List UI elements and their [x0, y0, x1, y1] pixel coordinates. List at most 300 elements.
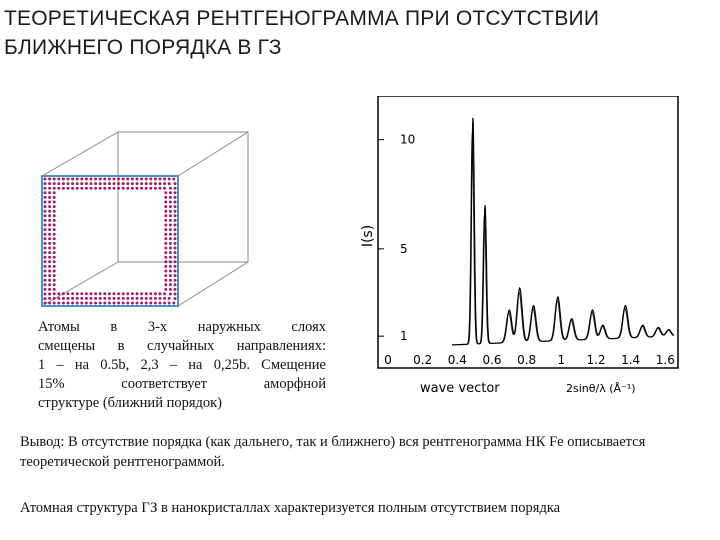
atom-dot	[94, 292, 97, 295]
atom-dot	[67, 292, 70, 295]
atom-dot	[48, 274, 51, 277]
atom-dot	[71, 302, 74, 305]
atom-dot	[53, 228, 56, 231]
atom-dot	[163, 187, 166, 190]
atom-dot	[94, 297, 97, 300]
atom-dot	[164, 270, 167, 273]
atom-dot	[174, 196, 177, 199]
atom-dot	[44, 283, 47, 286]
atom-dot	[169, 260, 172, 263]
atom-dot	[169, 274, 172, 277]
atom-dot	[48, 196, 51, 199]
atom-dot	[169, 265, 172, 268]
atom-dot	[53, 260, 56, 263]
atom-dot	[145, 182, 148, 185]
atom-dot	[169, 242, 172, 245]
title-line-1: ТЕОРЕТИЧЕСКАЯ РЕНТГЕНОГРАММА ПРИ ОТСУТСТВИИ	[4, 7, 600, 30]
atom-dot	[174, 228, 177, 231]
atom-dot	[48, 288, 51, 291]
atom-dot	[48, 251, 51, 254]
atom-dot	[71, 297, 74, 300]
atom-dot	[71, 292, 74, 295]
atom-dot	[44, 201, 47, 204]
atom-dot	[169, 205, 172, 208]
atom-dot	[145, 187, 148, 190]
x-tick-label: 1.6	[655, 353, 675, 367]
atom-dot	[99, 178, 102, 181]
atom-dot	[94, 182, 97, 185]
atom-dot	[126, 292, 129, 295]
atom-dot	[53, 210, 56, 213]
cube-edge-top-left	[42, 132, 118, 176]
atom-dot	[117, 178, 120, 181]
atom-dot	[44, 270, 47, 273]
atom-dot	[57, 292, 60, 295]
atom-dot	[62, 178, 65, 181]
atom-dot	[154, 182, 157, 185]
y-axis-label: I(s)	[360, 224, 376, 248]
atom-dot	[57, 302, 60, 305]
atom-dot	[80, 182, 83, 185]
atom-dot	[53, 297, 56, 300]
atom-dot	[62, 292, 65, 295]
atom-dot	[76, 182, 79, 185]
atom-dot	[174, 214, 177, 217]
atom-dot	[169, 288, 172, 291]
atom-dot	[53, 224, 56, 227]
atom-dot	[53, 279, 56, 282]
atom-dot	[48, 302, 51, 305]
atom-dot	[53, 251, 56, 254]
boundary-atom-dots	[44, 178, 177, 305]
atom-dot	[44, 251, 47, 254]
atom-dot	[44, 256, 47, 259]
caption-line-2: смещены в случайных направлениях:	[38, 338, 326, 354]
atom-dot	[48, 279, 51, 282]
x-tick-label: 0.6	[482, 353, 502, 367]
atom-dot	[108, 297, 111, 300]
atom-dot	[48, 256, 51, 259]
atom-dot	[159, 187, 162, 190]
atom-dot	[122, 178, 125, 181]
x-tick-label: 0	[384, 353, 392, 367]
atom-dot	[174, 265, 177, 268]
atom-dot	[122, 187, 125, 190]
atom-dot	[44, 293, 47, 296]
atom-dot	[80, 178, 83, 181]
atom-dot	[53, 256, 56, 259]
atom-dot	[169, 191, 172, 194]
atom-dot	[48, 265, 51, 268]
atom-dot	[174, 182, 177, 185]
atom-dot	[67, 297, 70, 300]
atom-dot	[159, 182, 162, 185]
atom-dot	[140, 302, 143, 305]
atom-dot	[126, 187, 129, 190]
atom-dot	[44, 187, 47, 190]
atom-dot	[164, 214, 167, 217]
atom-dot	[163, 182, 166, 185]
atom-dot	[174, 274, 177, 277]
atom-dot	[48, 210, 51, 213]
atom-dot	[53, 274, 56, 277]
atom-dot	[168, 302, 171, 305]
atom-dot	[136, 292, 139, 295]
atom-dot	[90, 178, 93, 181]
atom-dot	[164, 279, 167, 282]
atom-dot	[174, 279, 177, 282]
atom-dot	[57, 178, 60, 181]
slide-title	[4, 4, 704, 62]
atom-dot	[108, 182, 111, 185]
atom-dot	[169, 283, 172, 286]
atom-dot	[90, 292, 93, 295]
x-axis-unit: 2sinθ/λ (Å⁻¹)	[566, 382, 636, 395]
atom-dot	[85, 182, 88, 185]
atom-dot	[53, 288, 56, 291]
atom-dot	[53, 302, 56, 305]
atom-dot	[169, 256, 172, 259]
atom-dot	[154, 292, 157, 295]
atom-dot	[136, 187, 139, 190]
atom-dot	[122, 302, 125, 305]
atom-dot	[145, 297, 148, 300]
atom-dot	[159, 292, 162, 295]
atom-dot	[174, 256, 177, 259]
atom-dot	[48, 201, 51, 204]
atom-dot	[44, 297, 47, 300]
atom-dot	[108, 187, 111, 190]
atom-dot	[169, 214, 172, 217]
atom-dot	[44, 233, 47, 236]
atom-dot	[44, 265, 47, 268]
atom-dot	[76, 297, 79, 300]
atom-dot	[44, 279, 47, 282]
atom-dot	[117, 292, 120, 295]
atom-dot	[53, 237, 56, 240]
atom-dot	[174, 205, 177, 208]
atom-dot	[145, 302, 148, 305]
atom-dot	[94, 187, 97, 190]
atom-dot	[117, 302, 120, 305]
atom-dot	[122, 292, 125, 295]
atom-dot	[169, 210, 172, 213]
atom-dot	[117, 182, 120, 185]
atom-dot	[44, 228, 47, 231]
atom-dot	[44, 214, 47, 217]
atom-dot	[53, 219, 56, 222]
atom-dot	[149, 297, 152, 300]
atom-dot	[48, 191, 51, 194]
atom-dot	[169, 187, 172, 190]
atom-dot	[44, 274, 47, 277]
atom-dot	[44, 224, 47, 227]
atom-dot	[149, 182, 152, 185]
atom-dot	[164, 283, 167, 286]
atom-dot	[164, 265, 167, 268]
atom-dot	[48, 233, 51, 236]
atom-dot	[174, 187, 177, 190]
x-tick-label: 1.4	[621, 353, 641, 367]
atom-dot	[159, 297, 162, 300]
atom-dot	[103, 187, 106, 190]
atom-dot	[140, 187, 143, 190]
atom-dot	[103, 178, 106, 181]
atom-dot	[80, 292, 83, 295]
atom-dot	[169, 219, 172, 222]
atom-dot	[164, 210, 167, 213]
atom-dot	[131, 182, 134, 185]
atom-dot	[48, 214, 51, 217]
atom-dot	[174, 210, 177, 213]
atom-dot	[90, 297, 93, 300]
atom-dot	[85, 187, 88, 190]
atom-dot	[164, 205, 167, 208]
atom-dot	[113, 297, 116, 300]
conclusion-text: Вывод: В отсутствие порядка (как дальнего, так и ближнего) вся рентгенограмма НК Fe описывается теоретической рентгенограммой.	[20, 434, 646, 470]
atom-dot	[174, 219, 177, 222]
atom-dot	[169, 224, 172, 227]
atom-dot	[174, 224, 177, 227]
atom-dot	[48, 270, 51, 273]
atom-dot	[80, 302, 83, 305]
atom-dot	[48, 297, 51, 300]
atom-dot	[90, 182, 93, 185]
atom-dot	[62, 182, 65, 185]
atom-dot	[154, 187, 157, 190]
atom-dot	[67, 187, 70, 190]
atom-dot	[76, 302, 79, 305]
atom-dot	[174, 270, 177, 273]
atom-dot	[67, 302, 70, 305]
atom-dot	[57, 297, 60, 300]
cube-back-face	[118, 132, 248, 262]
atom-dot	[117, 187, 120, 190]
atom-dot	[44, 182, 47, 185]
atom-dot	[164, 219, 167, 222]
atom-dot	[174, 201, 177, 204]
atom-dot	[174, 297, 177, 300]
atom-dot	[48, 182, 51, 185]
atom-dot	[136, 297, 139, 300]
atom-dot	[145, 292, 148, 295]
atom-dot	[53, 265, 56, 268]
atom-dot	[164, 228, 167, 231]
atom-dot	[44, 242, 47, 245]
atom-dot	[48, 293, 51, 296]
atom-dot	[90, 187, 93, 190]
atom-dot	[169, 270, 172, 273]
atom-dot	[126, 297, 129, 300]
atom-dot	[164, 237, 167, 240]
atom-dot	[140, 178, 143, 181]
atom-dot	[159, 178, 162, 181]
atom-dot	[169, 233, 172, 236]
atom-dot	[62, 297, 65, 300]
atom-dot	[53, 233, 56, 236]
atom-dot	[48, 247, 51, 250]
atom-dot	[168, 178, 171, 181]
atom-dot	[48, 237, 51, 240]
atom-dot	[163, 178, 166, 181]
atom-dot	[76, 292, 79, 295]
atom-dot	[44, 191, 47, 194]
atom-dot	[169, 196, 172, 199]
atom-dot	[48, 283, 51, 286]
atom-dot	[67, 182, 70, 185]
atom-dot	[174, 288, 177, 291]
atom-dot	[53, 292, 56, 295]
atom-dot	[67, 178, 70, 181]
atom-dot	[168, 297, 171, 300]
atom-dot	[172, 178, 175, 181]
atom-dot	[71, 178, 74, 181]
atom-dot	[53, 205, 56, 208]
atom-dot	[108, 178, 111, 181]
x-tick-label: 0.2	[413, 353, 433, 367]
atom-dot	[53, 187, 56, 190]
atom-dot	[164, 251, 167, 254]
atom-dot	[108, 302, 111, 305]
atom-dot	[169, 247, 172, 250]
atom-dot	[94, 302, 97, 305]
atom-dot	[53, 196, 56, 199]
atom-dot	[174, 237, 177, 240]
atom-dot	[140, 182, 143, 185]
atom-dot	[126, 178, 129, 181]
atom-dot	[48, 228, 51, 231]
atom-dot	[122, 182, 125, 185]
y-tick-label: 5	[400, 241, 408, 256]
atom-dot	[163, 297, 166, 300]
atom-dot	[126, 302, 129, 305]
figure-caption	[38, 318, 326, 413]
atom-dot	[169, 251, 172, 254]
atom-dot	[154, 178, 157, 181]
atom-dot	[154, 302, 157, 305]
atom-dot	[94, 178, 97, 181]
atom-dot	[103, 292, 106, 295]
atom-dot	[44, 237, 47, 240]
atom-dot	[131, 302, 134, 305]
atom-dot	[131, 178, 134, 181]
atom-dot	[85, 302, 88, 305]
atom-dot	[53, 242, 56, 245]
atom-dot	[113, 187, 116, 190]
atom-dot	[57, 187, 60, 190]
caption-line-4: 15% соответствует аморфной	[38, 376, 326, 392]
x-ticks	[384, 353, 675, 367]
atom-dot	[164, 242, 167, 245]
atom-dot	[131, 187, 134, 190]
x-tick-label: 1.2	[586, 353, 606, 367]
y-tick-label: 10	[400, 132, 416, 147]
atom-dot	[164, 260, 167, 263]
atom-dot	[53, 247, 56, 250]
atom-dot	[80, 187, 83, 190]
atom-dot	[44, 247, 47, 250]
atom-dot	[113, 292, 116, 295]
atom-dot	[174, 251, 177, 254]
atom-dot	[48, 260, 51, 263]
atom-dot	[149, 292, 152, 295]
atom-dot	[57, 182, 60, 185]
atom-dot	[136, 182, 139, 185]
atom-dot	[99, 297, 102, 300]
atom-dot	[53, 201, 56, 204]
atom-dot	[48, 242, 51, 245]
atom-dot	[164, 201, 167, 204]
atom-dot	[174, 283, 177, 286]
atom-dot	[44, 288, 47, 291]
atom-dot	[48, 187, 51, 190]
atom-dot	[62, 302, 65, 305]
atom-dot	[164, 274, 167, 277]
atom-dot	[53, 191, 56, 194]
atom-dot	[164, 288, 167, 291]
atom-dot	[85, 292, 88, 295]
atom-dot	[174, 191, 177, 194]
atom-dot	[76, 178, 79, 181]
atom-dot	[80, 297, 83, 300]
atom-dot	[163, 292, 166, 295]
atom-dot	[85, 297, 88, 300]
x-tick-label: 0.4	[447, 353, 467, 367]
atom-dot	[48, 178, 51, 181]
atom-dot	[126, 182, 129, 185]
atom-dot	[136, 178, 139, 181]
atom-dot	[44, 205, 47, 208]
atom-dot	[44, 178, 47, 181]
atom-dot	[48, 224, 51, 227]
atom-dot	[44, 219, 47, 222]
atom-dot	[53, 178, 56, 181]
atom-dot	[140, 297, 143, 300]
atom-dot	[168, 182, 171, 185]
atom-dot	[149, 302, 152, 305]
cube-edge-bottom-right	[178, 262, 248, 306]
atom-dot	[122, 297, 125, 300]
atom-dot	[53, 182, 56, 185]
atom-dot	[44, 302, 47, 305]
atom-dot	[136, 302, 139, 305]
cube-edge-top-right	[178, 132, 248, 176]
atom-dot	[99, 182, 102, 185]
atom-dot	[71, 182, 74, 185]
atom-dot	[103, 182, 106, 185]
atom-dot	[164, 224, 167, 227]
atom-dot	[140, 292, 143, 295]
atom-dot	[103, 297, 106, 300]
atom-dot	[108, 292, 111, 295]
atom-dot	[169, 293, 172, 296]
atom-dot	[117, 297, 120, 300]
y-tick-label: 1	[400, 329, 408, 344]
atom-dot	[149, 187, 152, 190]
atom-dot	[172, 302, 175, 305]
caption-line-3: 1 – на 0.5b, 2,3 – на 0,25b. Смещение	[38, 357, 326, 373]
atom-dot	[53, 270, 56, 273]
atom-dot	[174, 242, 177, 245]
atom-dot	[99, 302, 102, 305]
caption-line-5: структуре (ближний порядок)	[38, 395, 223, 411]
atom-dot	[154, 297, 157, 300]
atom-dot	[174, 260, 177, 263]
atom-dot	[131, 297, 134, 300]
atom-dot	[149, 178, 152, 181]
final-statement: Атомная структура ГЗ в нанокристаллах характеризуется полным отсутствием порядка	[20, 500, 561, 516]
atom-dot	[174, 233, 177, 236]
